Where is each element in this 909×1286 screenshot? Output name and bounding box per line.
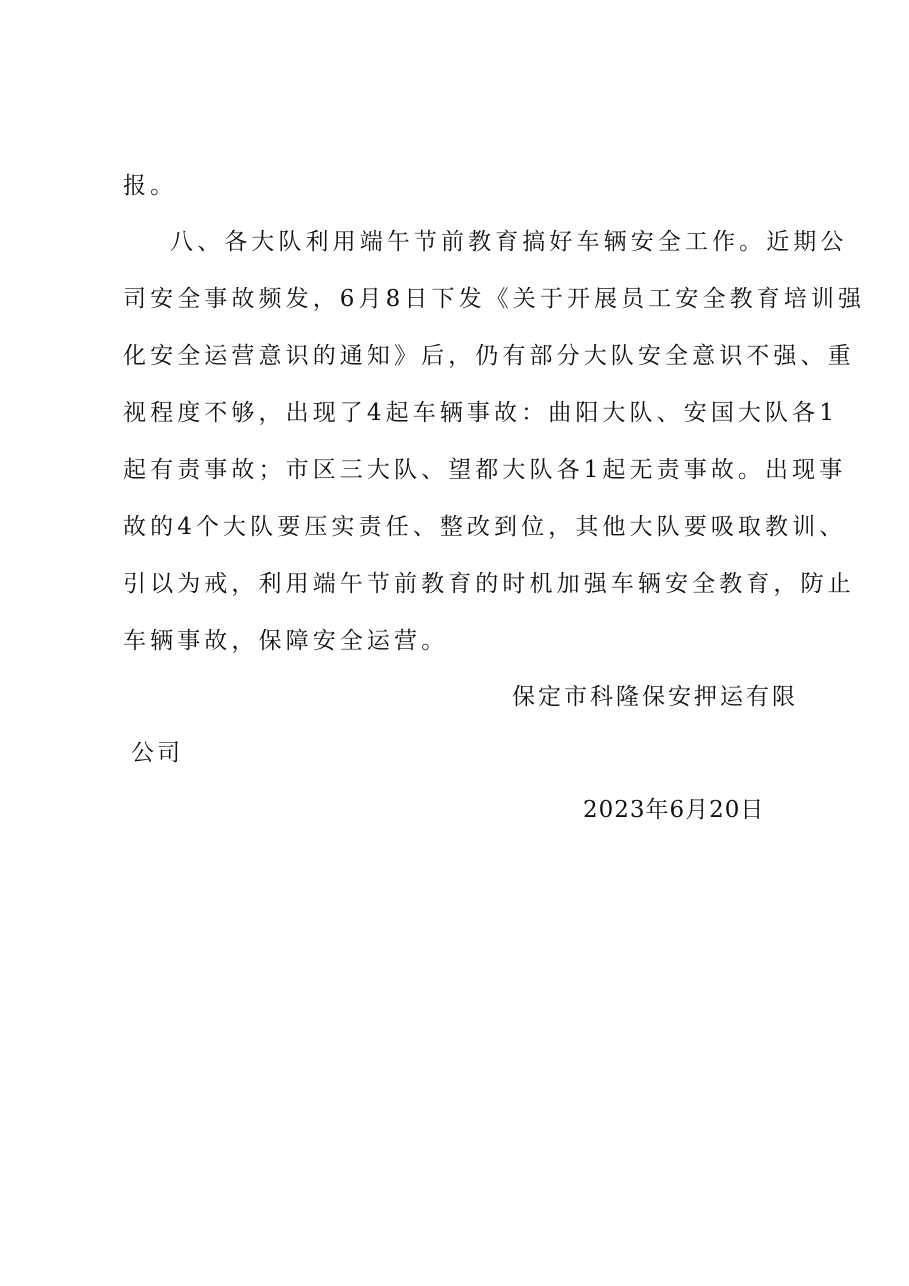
body-line-4: 化安全运营意识的通知》后，仍有部分大队安全意识不强、重 [123,343,855,369]
body-line-3: 司安全事故频发，6月8日下发《关于开展员工安全教育培训强 [123,286,866,312]
body-line-1: 报。 [123,173,178,199]
signature-company-line-2: 公司 [131,740,183,766]
body-line-9: 车辆事故，保障安全运营。 [123,628,449,654]
body-line-7: 故的4个大队要压实责任、整改到位，其他大队要吸取教训、 [123,514,847,540]
signature-date: 2023年6月20日 [583,797,765,823]
body-line-6: 起有责事故；市区三大队、望都大队各1起无责事故。出现事 [123,457,847,483]
body-line-8: 引以为戒，利用端午节前教育的时机加强车辆安全教育，防止 [123,571,855,597]
signature-company-line-1: 保定市科隆保安押运有限 [512,684,798,710]
body-line-2: 八、各大队利用端午节前教育搞好车辆安全工作。近期公 [170,229,848,255]
body-line-5: 视程度不够，出现了4起车辆事故：曲阳大队、安国大队各1 [123,400,838,426]
